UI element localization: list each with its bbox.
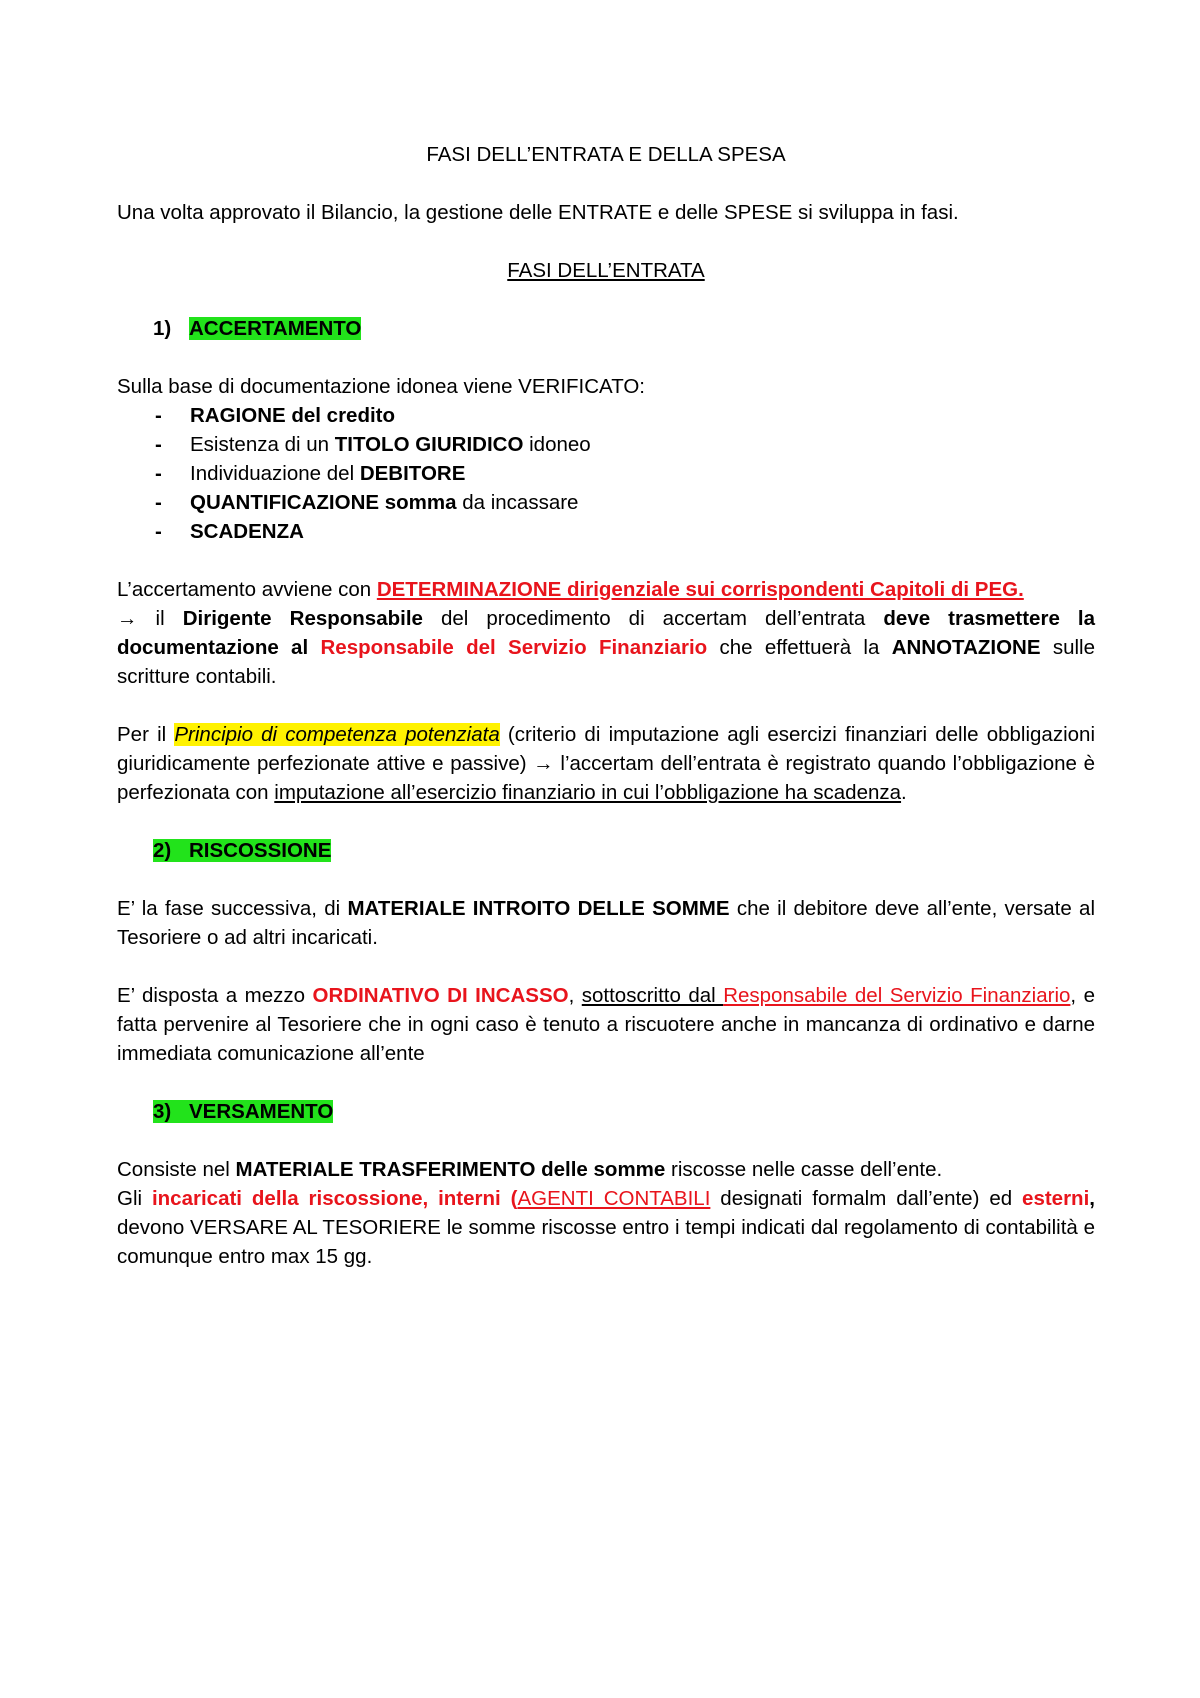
section-subtitle: FASI DELL’ENTRATA bbox=[507, 259, 705, 282]
intro-paragraph: Una volta approvato il Bilancio, la gestione delle ENTRATE e delle SPESE si sviluppa in fasi. bbox=[117, 201, 959, 224]
versamento-incaricati: Gli incaricati della riscossione, interni (AGENTI CONTABILI designati formalm dall’ente) ed esterni, devono VERSARE AL TESORIERE le somme riscosse entro i tempi indicati dal regolamento di contabilità e comunque entro max 15 gg. bbox=[117, 1187, 1095, 1268]
document-title: FASI DELL’ENTRATA E DELLA SPESA bbox=[426, 143, 786, 166]
list-item: - SCADENZA bbox=[155, 520, 304, 543]
arrow-icon: → bbox=[533, 752, 554, 775]
list-item: - QUANTIFICAZIONE somma da incassare bbox=[155, 491, 579, 514]
document-page bbox=[117, 140, 1095, 1271]
verification-list bbox=[117, 401, 1095, 546]
heading-label: ACCERTAMENTO bbox=[189, 317, 362, 340]
list-item: - RAGIONE del credito bbox=[155, 404, 396, 427]
riscossione-definition: E’ la fase successiva, di MATERIALE INTROITO DELLE SOMME che il debitore deve all’ente, versate al Tesoriere o ad altri incaricati. bbox=[117, 897, 1095, 949]
accertamento-lead: Sulla base di documentazione idonea viene VERIFICATO: bbox=[117, 375, 645, 398]
accertamento-competenza: Per il Principio di competenza potenziata (criterio di imputazione agli esercizi finanziari delle obbligazioni giuridicamente perfezionate attive e passive) → l’accertam dell’entrata è registrato quando l’obbligazione è perfezionata con imputazione all’esercizio finanziario in cui l’obbligazione ha scadenza. bbox=[117, 723, 1095, 804]
heading-riscossione bbox=[117, 836, 1095, 865]
heading-number: 2) bbox=[153, 839, 172, 862]
list-item: - Individuazione del DEBITORE bbox=[155, 462, 466, 485]
list-item: - Esistenza di un TITOLO GIURIDICO idoneo bbox=[155, 433, 591, 456]
arrow-icon: → bbox=[117, 607, 138, 630]
heading-label: RISCOSSIONE bbox=[189, 839, 332, 862]
heading-versamento bbox=[117, 1097, 1095, 1126]
heading-number: 1) bbox=[153, 317, 172, 340]
accertamento-dirigente: → il Dirigente Responsabile del procedimento di accertam dell’entrata deve trasmettere la documentazione al Responsabile del Servizio Finanziario che effettuerà la ANNOTAZIONE sulle scritture contabili. bbox=[117, 607, 1095, 688]
heading-number: 3) bbox=[153, 1100, 172, 1123]
heading-label: VERSAMENTO bbox=[189, 1100, 334, 1123]
riscossione-ordinativo: E’ disposta a mezzo ORDINATIVO DI INCASSO, sottoscritto dal Responsabile del Servizio Finanziario, e fatta pervenire al Tesoriere che in ogni caso è tenuto a riscuotere anche in mancanza di ordinativo e darne immediata comunicazione all’ente bbox=[117, 984, 1095, 1065]
versamento-definition: Consiste nel MATERIALE TRASFERIMENTO delle somme riscosse nelle casse dell’ente. bbox=[117, 1158, 943, 1181]
heading-accertamento bbox=[117, 314, 1095, 343]
accertamento-determinazione: L’accertamento avviene con DETERMINAZIONE dirigenziale sui corrispondenti Capitoli di PEG. bbox=[117, 578, 1024, 601]
